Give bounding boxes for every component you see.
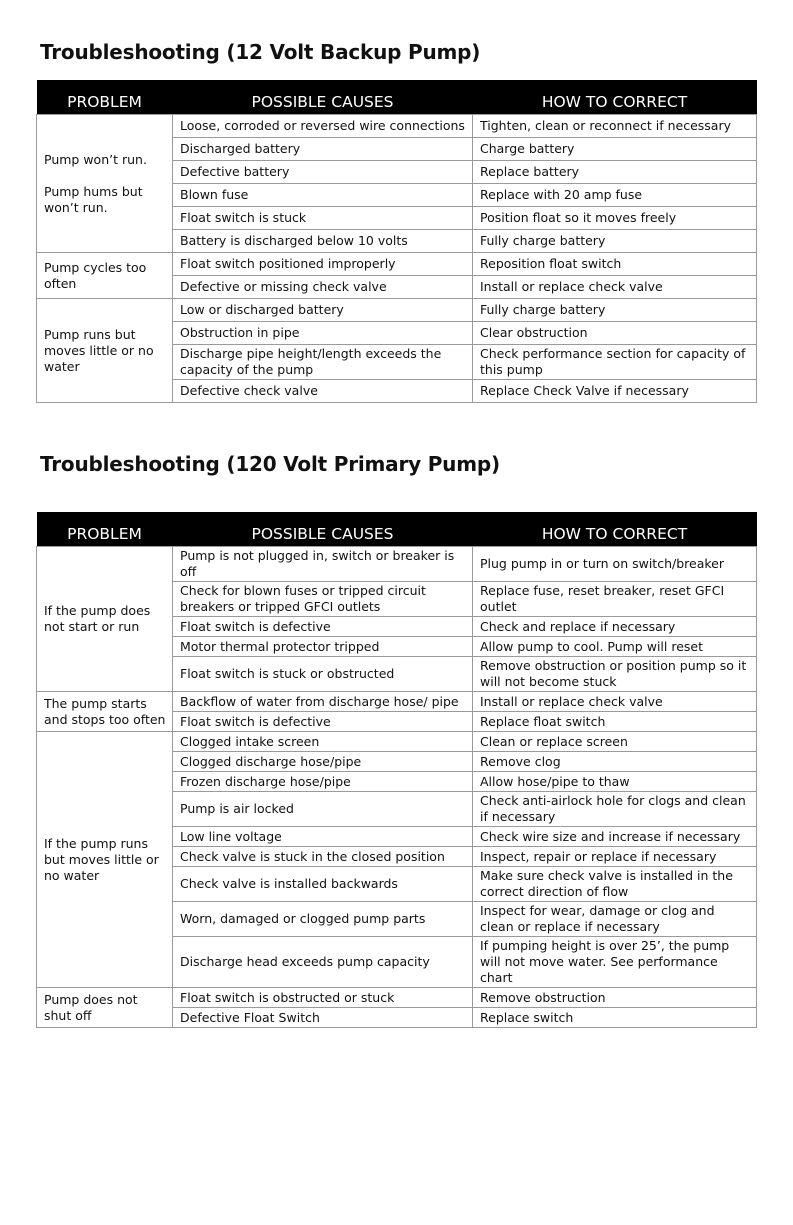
problem-spacer bbox=[44, 168, 166, 184]
problem-text: Pump cycles too often bbox=[44, 259, 147, 291]
fix-cell: Remove obstruction or position pump so it will not become stuck bbox=[473, 657, 757, 692]
primary-troubleshooting-table bbox=[36, 512, 757, 1028]
fix-cell: Tighten, clean or reconnect if necessary bbox=[473, 115, 757, 138]
fix-cell: Remove obstruction bbox=[473, 988, 757, 1008]
cause-cell: Check valve is stuck in the closed position bbox=[173, 847, 473, 867]
table-header-row bbox=[37, 80, 757, 115]
header-possible-causes: POSSIBLE CAUSES bbox=[173, 512, 473, 547]
cause-cell: Float switch is stuck bbox=[173, 207, 473, 230]
primary-title: Troubleshooting (120 Volt Primary Pump) bbox=[40, 452, 500, 476]
problem-text: Pump won’t run. bbox=[44, 151, 147, 167]
fix-cell: Replace with 20 amp fuse bbox=[473, 184, 757, 207]
table-row bbox=[37, 299, 757, 322]
cause-cell: Pump is air locked bbox=[173, 792, 473, 827]
fix-cell: Install or replace check valve bbox=[473, 692, 757, 712]
problem-text: Pump runs but moves little or no water bbox=[44, 326, 154, 374]
cause-cell: Defective or missing check valve bbox=[173, 276, 473, 299]
cause-cell: Motor thermal protector tripped bbox=[173, 637, 473, 657]
problem-cell bbox=[37, 988, 173, 1028]
cause-cell: Frozen discharge hose/pipe bbox=[173, 772, 473, 792]
fix-cell: Inspect for wear, damage or clog and clean or replace if necessary bbox=[473, 902, 757, 937]
problem-cell bbox=[37, 732, 173, 988]
cause-cell: Worn, damaged or clogged pump parts bbox=[173, 902, 473, 937]
cause-cell: Discharged battery bbox=[173, 138, 473, 161]
cause-cell: Blown fuse bbox=[173, 184, 473, 207]
header-problem: PROBLEM bbox=[37, 80, 173, 115]
problem-text: Pump does not shut off bbox=[44, 991, 138, 1023]
header-how-to-correct: HOW TO CORRECT bbox=[473, 80, 757, 115]
fix-cell: Clear obstruction bbox=[473, 322, 757, 345]
fix-cell: Allow hose/pipe to thaw bbox=[473, 772, 757, 792]
fix-cell: Remove clog bbox=[473, 752, 757, 772]
problem-cell bbox=[37, 547, 173, 692]
cause-cell: Float switch positioned improperly bbox=[173, 253, 473, 276]
table-header-row bbox=[37, 512, 757, 547]
header-how-to-correct: HOW TO CORRECT bbox=[473, 512, 757, 547]
fix-cell: Check wire size and increase if necessary bbox=[473, 827, 757, 847]
fix-cell: Replace fuse, reset breaker, reset GFCI outlet bbox=[473, 582, 757, 617]
cause-cell: Defective Float Switch bbox=[173, 1008, 473, 1028]
fix-cell: Charge battery bbox=[473, 138, 757, 161]
fix-cell: Position float so it moves freely bbox=[473, 207, 757, 230]
cause-cell: Low or discharged battery bbox=[173, 299, 473, 322]
cause-cell: Check valve is installed backwards bbox=[173, 867, 473, 902]
cause-cell: Discharge pipe height/length exceeds the capacity of the pump bbox=[173, 345, 473, 380]
table-row bbox=[37, 253, 757, 276]
fix-cell: Clean or replace screen bbox=[473, 732, 757, 752]
problem-cell bbox=[37, 253, 173, 299]
cause-cell: Obstruction in pipe bbox=[173, 322, 473, 345]
header-possible-causes: POSSIBLE CAUSES bbox=[173, 80, 473, 115]
table-row bbox=[37, 732, 757, 752]
cause-cell: Backflow of water from discharge hose/ pipe bbox=[173, 692, 473, 712]
cause-cell: Battery is discharged below 10 volts bbox=[173, 230, 473, 253]
table-row bbox=[37, 115, 757, 138]
cause-cell: Clogged discharge hose/pipe bbox=[173, 752, 473, 772]
fix-cell: Check anti-airlock hole for clogs and clean if necessary bbox=[473, 792, 757, 827]
problem-cell bbox=[37, 692, 173, 732]
cause-cell: Discharge head exceeds pump capacity bbox=[173, 937, 473, 988]
fix-cell: Check performance section for capacity of this pump bbox=[473, 345, 757, 380]
fix-cell: Replace switch bbox=[473, 1008, 757, 1028]
cause-cell: Defective check valve bbox=[173, 380, 473, 403]
cause-cell: Loose, corroded or reversed wire connections bbox=[173, 115, 473, 138]
problem-cell bbox=[37, 299, 173, 403]
fix-cell: Plug pump in or turn on switch/breaker bbox=[473, 547, 757, 582]
cause-cell: Float switch is defective bbox=[173, 712, 473, 732]
fix-cell: Fully charge battery bbox=[473, 299, 757, 322]
problem-text: Pump hums but won’t run. bbox=[44, 183, 143, 215]
cause-cell: Clogged intake screen bbox=[173, 732, 473, 752]
cause-cell: Defective battery bbox=[173, 161, 473, 184]
backup-troubleshooting-table bbox=[36, 80, 757, 403]
fix-cell: Install or replace check valve bbox=[473, 276, 757, 299]
table-row bbox=[37, 988, 757, 1008]
fix-cell: Check and replace if necessary bbox=[473, 617, 757, 637]
table-row bbox=[37, 547, 757, 582]
cause-cell: Float switch is obstructed or stuck bbox=[173, 988, 473, 1008]
problem-text: If the pump runs but moves little or no water bbox=[44, 835, 159, 883]
header-problem: PROBLEM bbox=[37, 512, 173, 547]
fix-cell: Inspect, repair or replace if necessary bbox=[473, 847, 757, 867]
table-row bbox=[37, 692, 757, 712]
problem-cell bbox=[37, 115, 173, 253]
cause-cell: Low line voltage bbox=[173, 827, 473, 847]
fix-cell: Replace battery bbox=[473, 161, 757, 184]
fix-cell: Fully charge battery bbox=[473, 230, 757, 253]
cause-cell: Float switch is defective bbox=[173, 617, 473, 637]
problem-text: The pump starts and stops too often bbox=[44, 695, 166, 727]
cause-cell: Float switch is stuck or obstructed bbox=[173, 657, 473, 692]
fix-cell: Replace float switch bbox=[473, 712, 757, 732]
cause-cell: Check for blown fuses or tripped circuit breakers or tripped GFCI outlets bbox=[173, 582, 473, 617]
problem-text: If the pump does not start or run bbox=[44, 603, 151, 634]
backup-title: Troubleshooting (12 Volt Backup Pump) bbox=[40, 40, 481, 64]
fix-cell: Allow pump to cool. Pump will reset bbox=[473, 637, 757, 657]
cause-cell: Pump is not plugged in, switch or breaker is off bbox=[173, 547, 473, 582]
fix-cell: Replace Check Valve if necessary bbox=[473, 380, 757, 403]
fix-cell: If pumping height is over 25’, the pump will not move water. See performance chart bbox=[473, 937, 757, 988]
fix-cell: Reposition float switch bbox=[473, 253, 757, 276]
fix-cell: Make sure check valve is installed in the correct direction of flow bbox=[473, 867, 757, 902]
